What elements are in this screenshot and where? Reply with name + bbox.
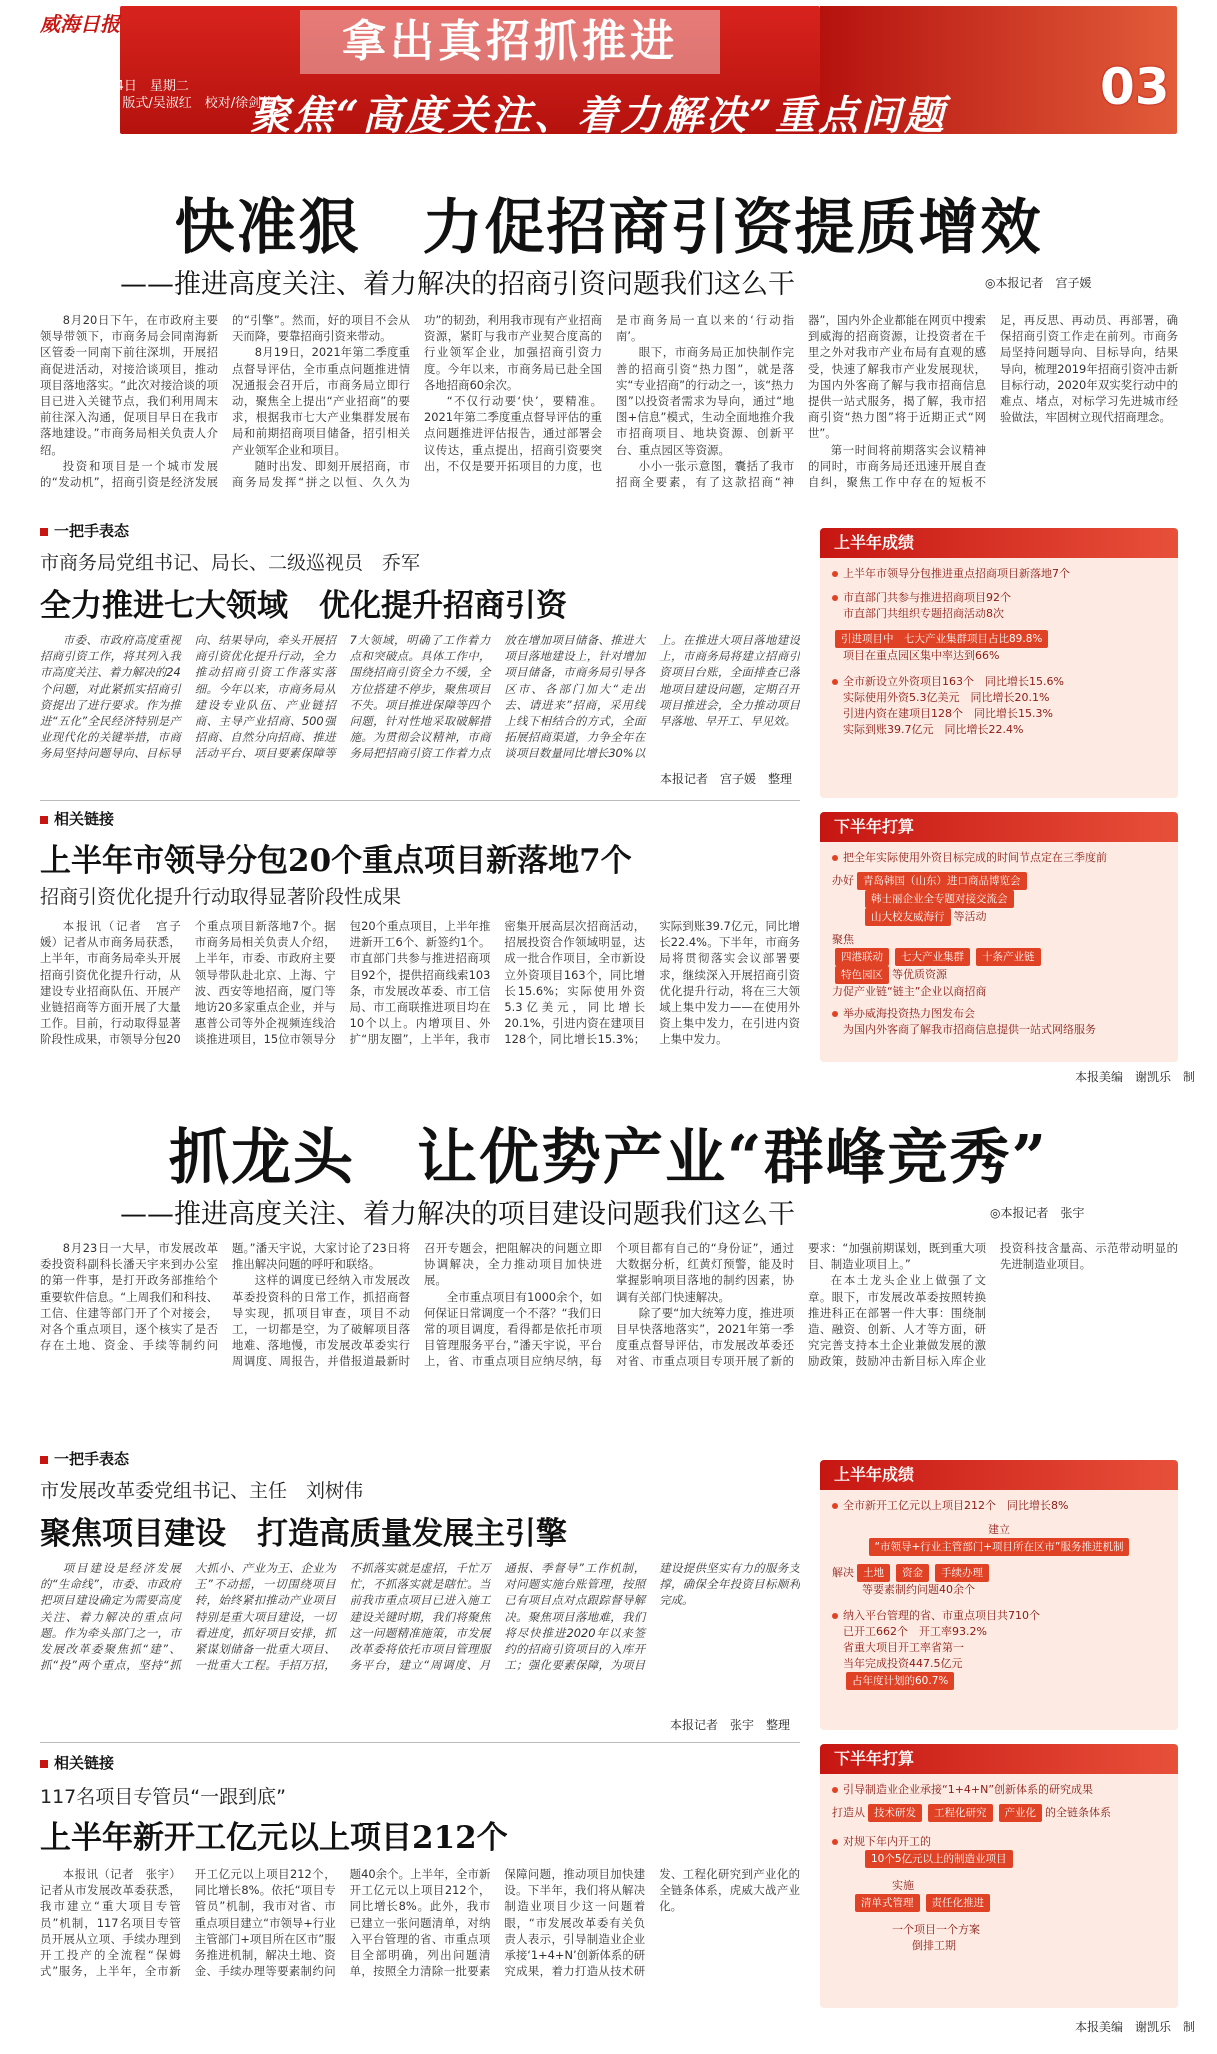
bullet-icon	[832, 1613, 838, 1619]
info-item: 四港联动 七大产业集群 十条产业链	[832, 948, 1166, 966]
section4-tag: 相关链接	[40, 1752, 114, 1773]
infographic2-second-half	[820, 1744, 1178, 2008]
article1-subhead: ——推进高度关注、着力解决的招商引资问题我们这么干	[120, 269, 795, 300]
section2-subhead: 招商引资优化提升行动取得显著阶段性成果	[40, 886, 402, 908]
section1-person: 市商务局党组书记、局长、二级巡视员 乔军	[40, 552, 421, 574]
page-number: 03	[1100, 58, 1170, 116]
section4-headline: 上半年新开工亿元以上项目212个	[40, 1820, 508, 1856]
info-item: 聚焦	[832, 933, 854, 946]
bullet-icon	[832, 595, 838, 601]
info-item: 项目在重点园区集中率达到66%	[843, 649, 1000, 662]
article2-subhead: ——推进高度关注、着力解决的项目建设问题我们这么干	[120, 1199, 795, 1230]
infographic2-credit: 本报美编 谢凯乐 制	[1075, 2020, 1196, 2034]
info-item: 山大校友威海行 等活动	[832, 908, 1166, 926]
article1-headline: 快准狠 力促招商引资提质增效	[174, 193, 1043, 263]
info-item: 全市新设立外资项目163个 同比增长15.6%	[832, 674, 1166, 690]
section3-body	[40, 1560, 800, 1710]
article1-byline: ◎本报记者 宫子媛	[985, 276, 1092, 290]
info-item: 全市新开工亿元以上项目212个 同比增长8%	[832, 1498, 1166, 1514]
paragraph: 本报讯（记者 宫子媛）记者从市商务局获悉，上半年，市商务局牵头开展招商引资优化提升行动，从建设专业招商队伍、开展产业链招商等方面开展了大量工作。目前，行动取得显著阶段性成果，市领导分包20个重点项目新落地7个。据市商务局相关负责人介绍，上半年，市委、市政府主要领导带队赴北京、上海、宁波、西安等地招商，厦门等地访20多家重点企业，并与惠普公司等外企视频连线洽谈推进项目，15位市领导分包20个重点项目，上半年推进新开工6个、新签约1个。市直部门共参与推进招商项目92个，提供招商线索103条，市发展改革委、市工信局、市工商联推进项目均在10个以上。内增项目、外扩“朋友圈”，上半年，我市密集开展高层次招商活动，招展投资合作领域明显，达成一批合作项目，全市新设立外资项目163个，同比增长15.6%；实际使用外资5.3亿美元，同比增长20.1%，引进内资在建项目128个，同比增长15.3%；实际到账39.7亿元，同比增长22.4%。下半年，市商务局将贯彻落实会议部署要求，继续深入开展招商引资优化提升行动，将在三大领域上集中发力——在使用外资上集中发力，在引进内资上集中发力。	[40, 919, 800, 1047]
paragraph: 随时出发、即刻开展招商，市商务局发挥“拼之以恒、久久为功”的韧劲，利用我市现有产业招商资源，紧盯与我市产业契合度高的行业领军企业，加强招商引资力度。今年以来，市商务局已赴全国各地招商60余次。	[232, 313, 602, 490]
paragraph: 8月23日一大早，市发展改革委投资科副科长潘天宇来到办公室的第一件事，是打开政务部推给个重要软件信息。“上周我们和科技、工信、住建等部门开了个对接会，对各个重点项目，逐个核实了是否存在土地、资金、手续等制约问题。”潘天宇说，大家讨论了23日将推出解决问题的呼吁和联络。	[40, 1241, 410, 1353]
info-item: 解决 土地 资金 手续办理	[832, 1564, 1166, 1582]
section2-body	[40, 918, 800, 1100]
info-item: 力促产业链“链主”企业以商招商	[832, 985, 987, 998]
bullet-icon	[832, 571, 838, 577]
info-item: 为国内外客商了解我市招商信息提供一站式网络服务	[843, 1023, 1096, 1036]
bullet-icon	[832, 1839, 838, 1845]
section1-headline: 全力推进七大领域 优化提升招商引资	[40, 588, 567, 624]
info-item: 举办威海投资热力图发布会	[832, 1006, 1166, 1022]
infographic2-first-half	[820, 1460, 1178, 1730]
info-item: 打造从 技术研发 工程化研究 产业化 的全链条体系	[832, 1804, 1166, 1822]
paragraph: 眼下，市商务局正加快制作完善的招商引资“热力图”，就是落实“专业招商”的行动之一，该“热力图”以投资者需求为导向，通过“地图+信息”模式，生动全面地推介我市招商项目、地块资源、创新平台、重点园区等资源。	[616, 345, 794, 457]
bullet-icon	[832, 679, 838, 685]
section3-tag: 一把手表态	[40, 1448, 129, 1469]
section2-tag: 相关链接	[40, 808, 114, 829]
issue-editors: 编辑/刘元玉 版式/吴淑红 校对/徐剑侠	[40, 96, 275, 111]
info-item: 引进内资在建项目128个 同比增长15.3%	[843, 707, 1053, 720]
article2-byline: ◎本报记者 张宇	[990, 1206, 1085, 1220]
section4-subhead: 117名项目专管员“一跟到底”	[40, 1786, 286, 1808]
paragraph: 投资和项目是一个城市发展的“发动机”，招商引资是经济发展的“引擎”。然而，好的项目不会从天而降，要靠招商引资来带动。	[40, 313, 410, 490]
info-item: 引进项目中 七大产业集群项目占比89.8%	[832, 630, 1166, 648]
infographic1-second-title: 下半年打算	[820, 812, 1178, 842]
paragraph: 全市重点项目有1000余个，如何保证日常调度一个不落？“我们日常的项目调度，看得都是依托市项目管理服务平台，”潘天宇说，平台上，省、市重点项目应纳尽纳，每个项目都有自己的“身份证”，通过大数据分析，红黄灯预警，能及时掌握影响项目落地的制约因素，协调有关部门快速解决。	[424, 1241, 794, 1369]
infographic2-first-list	[820, 1490, 1178, 1698]
article1-body	[40, 312, 1178, 502]
info-item: 把全年实际使用外资目标完成的时间节点定在三季度前	[832, 850, 1166, 866]
infographic1-second-half	[820, 812, 1178, 1062]
section1-credit: 本报记者 宫子媛 整理	[660, 772, 793, 786]
info-item: 等要素制约问题40余个	[862, 1583, 975, 1596]
info-item: 办好 青岛韩国（山东）进口商品博览会	[832, 872, 1166, 890]
info-item: 上半年市领导分包推进重点招商项目新落地7个	[832, 566, 1166, 582]
bullet-icon	[832, 855, 838, 861]
issue-date: 2021年8月24日 星期二	[40, 79, 189, 94]
infographic1-second-list	[820, 842, 1178, 1046]
info-item: 纳入平台管理的省、市重点项目共710个	[832, 1608, 1166, 1624]
article2-body	[40, 1240, 1178, 1430]
article2-headline: 抓龙头 让优势产业“群峰竞秀”	[168, 1123, 1049, 1193]
paragraph: “不仅行动要‘快’，要精准。2021年第二季度重点督导评估的重点问题推进评估报告，通过部署会议传达，重点提出，招商引资要突出，不仅是要开拓项目的力度，也是市商务局一直以来的‘行动指南’。	[424, 313, 794, 473]
paragraph: 本报讯（记者 张宇）记者从市发展改革委获悉，我市建立“重大项目专管员”机制，117名项目专管员开展从立项、手续办理到开工投产的全流程“保姆式”服务，上半年，全市新开工亿元以上项目212个，同比增长8%。依托“项目专管员”机制，我市对省、市重点项目建立“市领导+行业主管部门+项目所在区市”服务推进机制，解决土地、资金、手续办理等要素制约问题40余个。上半年，全市新开工亿元以上项目212个，同比增长8%。此外，我市已建立一张问题清单，对纳入平台管理的省、市重点项目全部明确，列出问题清单，按照全力清除一批要素保障问题，推动项目加快建设。下半年，我们将从解决制造业项目少这一问题着眼，“市发展改革委有关负责人表示，引导制造业企业承接‘1+4+N’创新体系的研究成果，着力打造从技术研发、工程化研究到产业化的全链条体系，虎威大战产业化。	[40, 1867, 800, 1979]
section2-headline: 上半年市领导分包20个重点项目新落地7个	[40, 843, 632, 879]
info-item: “市领导+行业主管部门+项目所在区市”服务推进机制	[832, 1538, 1166, 1556]
paragraph: 8月19日，2021年第二季度重点督导评估，全市重点问题推进情况通报会召开后，市商务局立即行动，聚焦全上提出“产业招商”的要求，根据我市七大产业集群发展布局和前期招商项目储备，招引相关产业领军企业和项目。	[232, 345, 410, 457]
paper-name: 威海日报	[40, 12, 120, 36]
infographic1-credit: 本报美编 谢凯乐 制	[1075, 1070, 1196, 1084]
info-item: 占年度计划的60.7%	[832, 1672, 1166, 1690]
section3-person: 市发展改革委党组书记、主任 刘树伟	[40, 1480, 364, 1502]
info-item: 已开工662个 开工率93.2%	[843, 1625, 987, 1638]
infographic1-first-list	[820, 558, 1178, 746]
paragraph: 第一时间将前期落实会议精神的同时，市商务局还迅速开展自查自纠，聚焦工作中存在的短板不足，再反思、再动员、再部署，确保招商引资工作走在前列。市商务局坚持问题导向、目标导向，结果导向，梳理2019年招商引资冲击新目标行动，2020年双实奖行动中的难点、堵点，对标学习先进城市经验做法，牢固树立现代招商理念。	[808, 313, 1178, 490]
info-item: 市直部门共参与推进招商项目92个	[832, 590, 1166, 606]
infographic1-first-half	[820, 528, 1178, 798]
banner-subtitle: 聚焦“高度关注、着力解决”重点问题	[250, 92, 948, 139]
paragraph: 除了要“加大统筹力度，推进项目早快落地落实”，2021年第一季度重点督导评估，市发展改革委还对省、市重点项目专项开展了新的要求：“加强前期谋划，既到重大项目、制造业项目上。”	[616, 1241, 986, 1369]
section3-headline: 聚焦项目建设 打造高质量发展主引擎	[40, 1516, 567, 1552]
paragraph: 在本土龙头企业上做强了文章。眼下，市发展改革委按照转换推进科正在部署一件大事：围绕制造、融资、创新、人才等方面，研究完善支持本土企业兼做发展的激励政策，鼓励冲击新目标入库企业投资科技含量高、示范带动明显的先进制造业项目。	[808, 1241, 1178, 1369]
issue-meta	[40, 78, 274, 112]
info-item: 对规下年内开工的	[832, 1834, 1166, 1850]
info-item: 清单式管理 责任化推进	[832, 1894, 1166, 1912]
section1-body	[40, 632, 800, 772]
info-item: 实际使用外资5.3亿美元 同比增长20.1%	[843, 691, 1050, 704]
infographic2-second-title: 下半年打算	[820, 1744, 1178, 1774]
info-item: 10个5亿元以上的制造业项目	[832, 1850, 1166, 1868]
paragraph: 8月20日下午，在市政府主要领导带领下，市商务局会同南海新区管委一同南下前往深圳，开展招商促进活动，对接洽谈项目，推动项目落地落实。“此次对接洽谈的项目已进入关键节点，我们利用周末前往深入沟通，促项目早日在我市落地建设。”市商务局相关负责人介绍。	[40, 313, 218, 457]
bullet-icon	[832, 1503, 838, 1509]
section4-body	[40, 1866, 800, 2042]
info-item: 韩士丽企业全专题对接交流会	[832, 890, 1166, 908]
info-item: 建立	[988, 1523, 1010, 1536]
infographic1-first-title: 上半年成绩	[820, 528, 1178, 558]
paragraph: 市委、市政府高度重视招商引资工作，将其列入我市高度关注、着力解决的24个问题，对此紧抓实招商引资提出了进行要求。作为推进“五化”全民经济特别是产业现代化的关键举措，市商务局坚持问题导向、目标导向、结果导向，牵头开展招商引资优化提升行动，全力推动招商引资工作落实落细。今年以来，市商务局从建设专业队伍、产业链招商、主导产业招商、500强招商、自然分向招商、推进活动平台、项目要素保障等7大领域，明确了工作着力点和突破点。具体工作中，围绕招商引资全力不缓，全方位搭建不停步，聚焦项目不失。项目推进保障等四个问题，针对性地采取破解措施。为贯彻会议精神，市商务局把招商引资工作着力点放在增加项目储备、推进大项目落地建设上，针对增加项目储备，市商务局引导各区市、各部门加大“走出去、请进来”招商，采用线上线下相结合的方式，全面拓展招商渠道，力争全年在谈项目数量同比增长30%以上。在推进大项目落地建设上，市商务局将建立招商引资项目台账，全面排查已落地项目建设问题，定期召开项目推进会，全力推动项目早落地、早开工、早见效。	[40, 633, 800, 761]
bullet-icon	[832, 1787, 838, 1793]
info-item: 引导制造业企业承接“1+4+N”创新体系的研究成果	[832, 1782, 1166, 1798]
infographic2-second-list	[820, 1774, 1178, 1962]
divider	[40, 800, 800, 801]
info-item: 一个项目一个方案	[892, 1923, 980, 1936]
bullet-icon	[832, 1011, 838, 1017]
paragraph: 小小一张示意图，囊括了我市招商全要素，有了这款招商“神器”，国内外企业都能在网页中搜索到威海的招商资源，让投资者在千里之外对我市产业布局有直观的感受，快速了解我市产业发展现状，为国内外客商了解与我市招商信息提供一站式服务，揭了解，我市招商引资“热力图”将于近期正式“网世”。	[616, 313, 986, 490]
info-item: 当年完成投资447.5亿元	[843, 1657, 963, 1670]
infographic2-first-title: 上半年成绩	[820, 1460, 1178, 1490]
banner-title: 拿出真招抓推进	[300, 10, 720, 74]
section3-credit: 本报记者 张宇 整理	[670, 1718, 791, 1732]
info-item: 倒排工期	[912, 1939, 956, 1952]
paragraph: 项目建设是经济发展的“生命线”，市委、市政府把项目建设确定为需要高度关注、着力解决的重点问题。作为牵头部门之一，市发展改革委聚焦抓“建”、抓“投”两个重点，坚持“抓大抓小、产业为王、企业为王”不动摇，一切围绕项目转，始终紧扣推动产业项目特别是重大项目建设，一切看进度，抓好项目安排，抓紧谋划储备一批重大项目、一批重大工程。手招万招，不抓落实就是虚招，千忙万忙，不抓落实就是瞎忙。当前我市重点项目已进入施工建设关键时期，我们将聚焦这一问题精准施策，市发展改革委将依托市项目管理服务平台，建立“周调度、月通报、季督导”工作机制，对问题实施台账管理，按照已有项目点对点跟踪督导解决。聚焦项目落地难，我们将尽快推进2020年以来签约的招商引资项目的入库开工；强化要素保障，为项目建设提供坚实有力的服务支撑，确保全年投资目标顺利完成。	[40, 1561, 800, 1673]
info-item: 特色园区 等优质资源	[832, 966, 1166, 984]
masthead	[0, 0, 1217, 140]
info-item: 实际到账39.7亿元 同比增长22.4%	[843, 723, 1024, 736]
paragraph: 这样的调度已经纳入市发展改革委投资科的日常工作，抓招商督导实现，抓项目审查，项目不动工，一切都是空，为了破解项目落地难、落地慢，市发展改革委实行周调度、周报告，并借报道最新时召开专题会，把阻解决的问题立即协调解决，全力推动项目加快进展。	[232, 1241, 602, 1369]
info-item: 实施	[892, 1879, 914, 1892]
info-item: 省重大项目开工率省第一	[843, 1641, 964, 1654]
divider	[40, 1742, 800, 1743]
info-item: 市直部门共组织专题招商活动8次	[843, 607, 1004, 620]
section1-tag: 一把手表态	[40, 520, 129, 541]
